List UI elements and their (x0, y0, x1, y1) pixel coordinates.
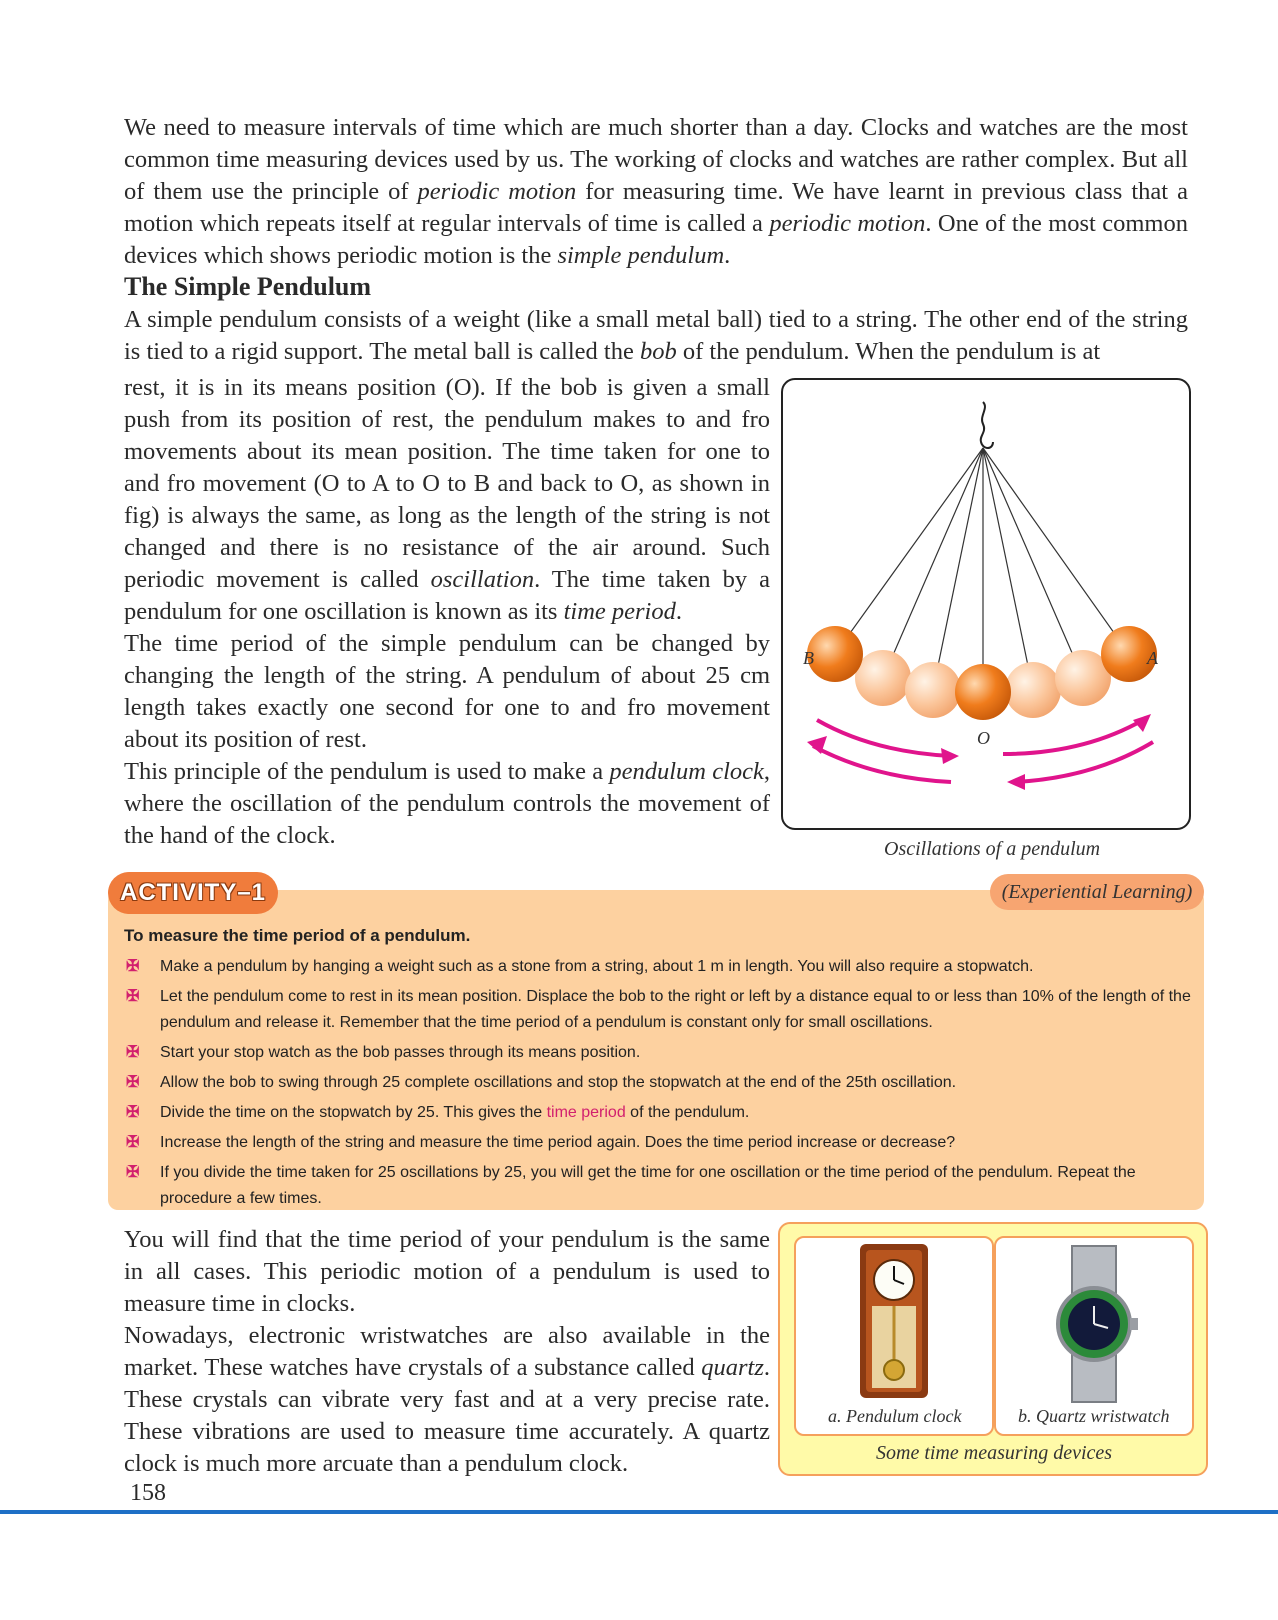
cross-bullet-icon: ✠ (126, 1134, 140, 1151)
list-item (124, 1070, 1194, 1096)
label-b: B (803, 648, 814, 668)
quartz-text: Nowadays, electronic wristwatches are also available in the market. These watches have crystals of a substance called (124, 1322, 770, 1381)
list-item (124, 1040, 1194, 1066)
list-item (124, 1130, 1194, 1156)
intro-term: periodic motion (769, 210, 926, 237)
bob-position (1005, 662, 1061, 718)
step-text: Make a pendulum by hanging a weight such as a stone from a string, about 1 m in length. You will also require a stopwatch. (160, 958, 1034, 975)
clock-term: pendulum clock (609, 758, 764, 785)
quartz-term: quartz (701, 1354, 764, 1381)
oscillation-text: rest, it is in its means position (O). If the bob is given a small push from its position of rest, the pendulum makes to and fro movements about its mean position. The time taken for one to and fro movement (O to A to O to B and back to O, as shown in fig) is always the same, as long as the length of the string is not changed and there is no resistance of the air around. Such periodic movement is called (124, 374, 770, 593)
definition-term: bob (639, 338, 677, 365)
bob-position (905, 662, 961, 718)
bob-position-b (807, 626, 863, 682)
step-text: of the pendulum. (625, 1104, 750, 1121)
oscillation-text: . (675, 598, 682, 625)
oscillation-term: oscillation (430, 566, 535, 593)
pendulum-clock-card (794, 1236, 994, 1436)
activity-title: To measure the time period of a pendulum. (124, 926, 471, 945)
definition-text: of the pendulum. When the pendulum is at (676, 338, 1101, 365)
devices-figure (778, 1222, 1208, 1476)
cross-bullet-icon: ✠ (126, 1044, 140, 1061)
clock-paragraph (124, 756, 770, 852)
list-item (124, 1100, 1194, 1126)
intro-text: for measuring time. We have learnt in previous class that a motion which repeats itself at regular intervals of time is called a (124, 178, 1188, 237)
hook-icon (981, 402, 993, 448)
quartz-paragraph (124, 1320, 770, 1480)
list-item (124, 1160, 1194, 1212)
pendulum-diagram (783, 380, 1189, 828)
intro-term: simple pendulum (557, 242, 725, 269)
pendulum-clock-caption: a. Pendulum clock (828, 1406, 962, 1426)
oscillation-text: . The time taken by a pendulum for one oscillation is known as its (124, 566, 770, 625)
quartz-watch-caption: b. Quartz wristwatch (1018, 1406, 1170, 1426)
section-heading: The Simple Pendulum (124, 272, 372, 301)
pendulum-figure (781, 378, 1191, 830)
oscillation-paragraph (124, 372, 770, 628)
oscillation-term: time period (563, 598, 676, 625)
quartz-text: . These crystals can vibrate very fast and at a very precise rate. These vibrations are used to measure time accurately. A quartz clock is much more arcuate than a pendulum clock. (124, 1354, 770, 1477)
bob-position (855, 650, 911, 706)
figure-caption: Oscillations of a pendulum (884, 838, 1101, 860)
list-item (124, 984, 1194, 1036)
intro-text: . (724, 242, 731, 269)
intro-term: periodic motion (417, 178, 577, 205)
result-paragraph: You will find that the time period of your pendulum is the same in all cases. This periodic motion of a pendulum is used to measure time in clocks. (124, 1226, 770, 1317)
step-text: Increase the length of the string and measure the time period again. Does the time period increase or decrease? (160, 1134, 956, 1151)
bob-mean-position (955, 664, 1011, 720)
activity-steps (124, 954, 1194, 1216)
step-text: Allow the bob to swing through 25 complete oscillations and stop the stopwatch at the end of the 25th oscillation. (160, 1074, 957, 1091)
label-o: O (977, 728, 990, 748)
clock-text: This principle of the pendulum is used to make a (124, 758, 610, 785)
definition-paragraph (124, 304, 1188, 368)
devices-caption: Some time measuring devices (876, 1442, 1113, 1464)
cross-bullet-icon: ✠ (126, 1104, 140, 1121)
step-text: Start your stop watch as the bob passes through its means position. (160, 1044, 641, 1061)
page-number: 158 (130, 1480, 166, 1506)
length-paragraph: The time period of the simple pendulum can be changed by changing the length of the string. A pendulum of about 25 cm length takes exactly one second for one to and fro movement about its position of rest. (124, 630, 770, 753)
pendulum-clock-icon (796, 1238, 992, 1408)
experiential-tag: (Experiential Learning) (990, 874, 1204, 910)
step-text: If you divide the time taken for 25 oscillations by 25, you will get the time for one oscillation or the time period of the pendulum. Repeat the procedure a few times. (160, 1164, 1136, 1207)
cross-bullet-icon: ✠ (126, 1164, 140, 1181)
step-text: Divide the time on the stopwatch by 25. This gives the (160, 1104, 547, 1121)
activity-label: ACTIVITY–1 (108, 872, 278, 914)
step-text: Let the pendulum come to rest in its mean position. Displace the bob to the right or left by a distance equal to or less than 10% of the length of the pendulum and release it. Remember that the time period of a pendulum is constant only for small oscillations. (160, 988, 1191, 1031)
intro-text: . One of the most common devices which shows periodic motion is the (124, 210, 1188, 269)
arrow-heads (807, 714, 1151, 790)
cross-bullet-icon: ✠ (126, 1074, 140, 1091)
highlighted-term: time period (546, 1104, 626, 1121)
cross-bullet-icon: ✠ (126, 988, 140, 1005)
quartz-watch-icon (996, 1238, 1192, 1408)
definition-text: A simple pendulum consists of a weight (like a small metal ball) tied to a string. The other end of the string is tied to a rigid support. The metal ball is called the (124, 306, 1188, 365)
clock-text: , where the oscillation of the pendulum controls the movement of the hand of the clock. (124, 758, 771, 849)
label-a: A (1147, 648, 1158, 668)
cross-bullet-icon: ✠ (126, 958, 140, 975)
quartz-watch-card (994, 1236, 1194, 1436)
footer-divider (0, 1510, 1278, 1514)
list-item (124, 954, 1194, 980)
intro-text: We need to measure intervals of time which are much shorter than a day. Clocks and watches are the most common time measuring devices used by us. The working of clocks and watches are rather complex. But all of them use the principle of (124, 114, 1188, 205)
intro-paragraph (124, 112, 1188, 272)
